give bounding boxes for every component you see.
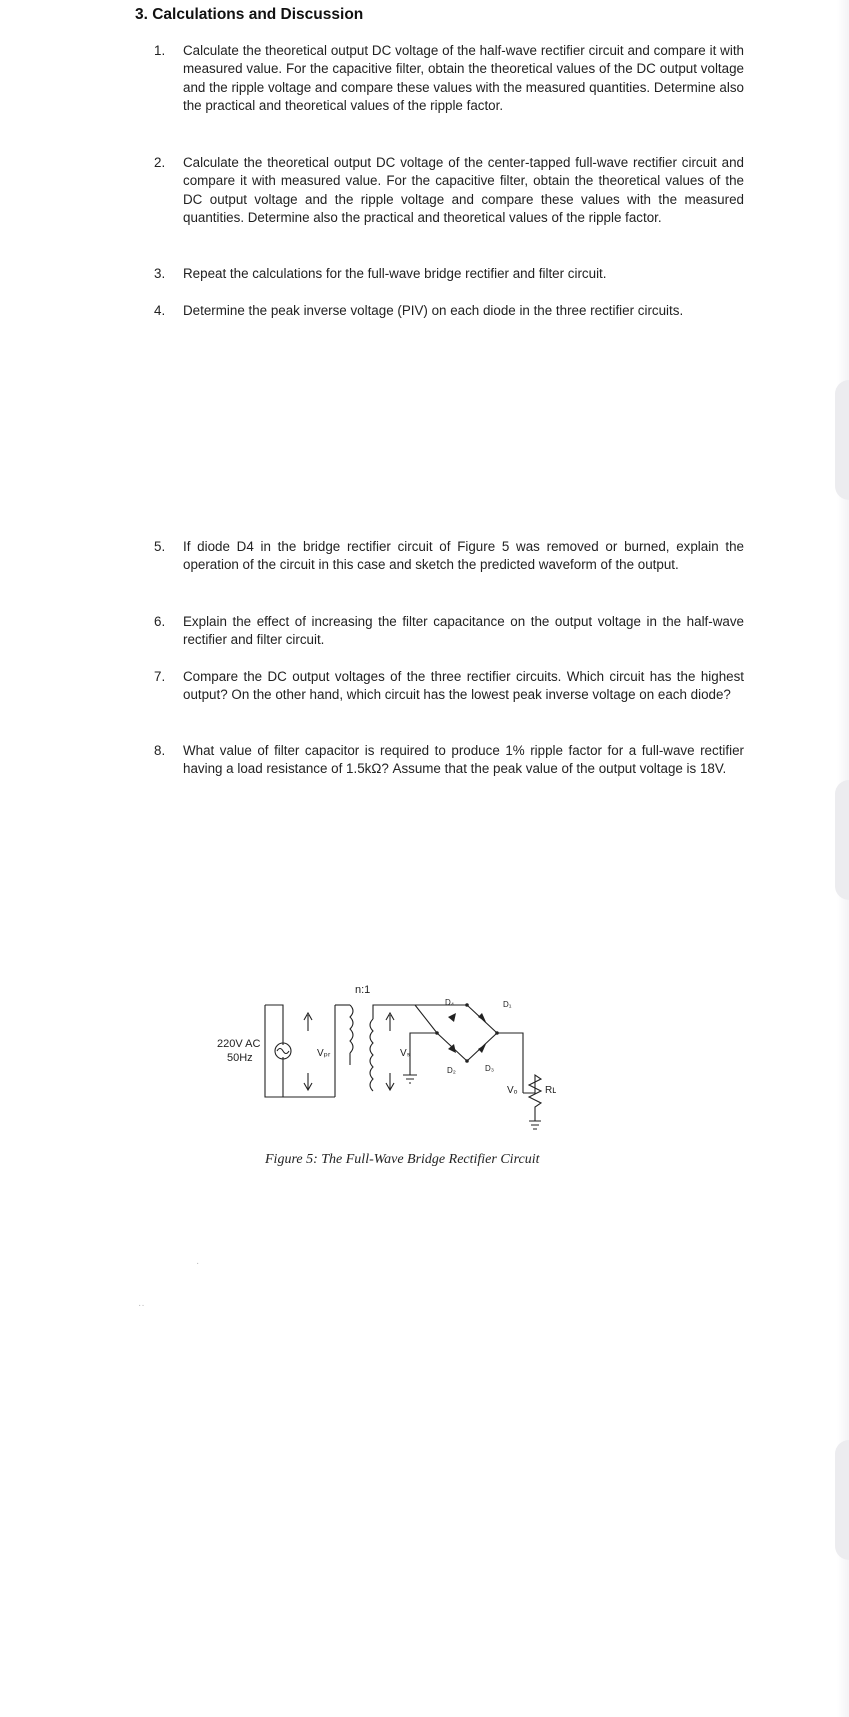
primary-voltage-label: Vₚᵣ bbox=[317, 1048, 331, 1059]
node-dot bbox=[435, 1031, 439, 1035]
ground-icon bbox=[529, 1121, 541, 1129]
primary-wire bbox=[283, 1057, 335, 1097]
diode-d3-icon bbox=[478, 1044, 486, 1053]
output-wire bbox=[497, 1033, 523, 1093]
diode-d1-label: D₁ bbox=[503, 1000, 512, 1009]
diode-d2-label: D₂ bbox=[447, 1066, 456, 1075]
turns-ratio-label: n:1 bbox=[355, 984, 371, 996]
node-dot bbox=[465, 1003, 469, 1007]
scan-speck: ·· bbox=[138, 1300, 145, 1311]
page-edge-curl bbox=[835, 380, 849, 500]
question-number: 3. bbox=[154, 266, 166, 281]
vs-up-arrow bbox=[386, 1013, 394, 1031]
question-number: 6. bbox=[154, 614, 166, 629]
ground-wire bbox=[410, 1033, 437, 1075]
page-edge-curl bbox=[835, 1440, 849, 1560]
vpr-up-arrow bbox=[304, 1013, 312, 1031]
question-text: Repeat the calculations for the full-wave bridge rectifier and filter circuit. bbox=[183, 266, 607, 281]
question-number: 2. bbox=[154, 155, 166, 170]
ground-icon bbox=[403, 1075, 417, 1083]
scan-speck: · bbox=[196, 1258, 200, 1269]
diode-d4-label: D₄ bbox=[445, 998, 455, 1007]
diode-d3-label: D₃ bbox=[485, 1064, 495, 1073]
question-4 bbox=[154, 302, 744, 320]
question-6 bbox=[154, 613, 744, 650]
question-8 bbox=[154, 742, 744, 779]
node-dot bbox=[495, 1031, 499, 1035]
source-voltage-label: 220V AC bbox=[217, 1038, 261, 1050]
diode-d2-icon bbox=[448, 1044, 456, 1053]
question-number: 7. bbox=[154, 669, 166, 684]
question-text: Calculate the theoretical output DC voltage of the half-wave rectifier circuit and compare it with measured value. For the capacitive filter, obtain the theoretical values of the DC output voltage and the ripple voltage and compare these values with the measured quantities. Determine also the practical and theoretical values of the ripple factor. bbox=[183, 43, 744, 113]
wire bbox=[265, 1005, 283, 1097]
figure-caption: Figure 5: The Full-Wave Bridge Rectifier Circuit bbox=[265, 1152, 540, 1167]
primary-coil bbox=[350, 1005, 353, 1053]
load-resistor-label: Rʟ bbox=[545, 1085, 557, 1096]
question-2 bbox=[154, 154, 744, 227]
question-number: 8. bbox=[154, 743, 166, 758]
question-text: If diode D4 in the bridge rectifier circuit of Figure 5 was removed or burned, explain the operation of the circuit in this case and sketch the predicted waveform of the output. bbox=[183, 539, 744, 573]
question-5 bbox=[154, 538, 744, 575]
diode-d1-icon bbox=[478, 1013, 486, 1022]
page-edge-curl bbox=[835, 780, 849, 900]
question-number: 1. bbox=[154, 43, 166, 58]
question-7 bbox=[154, 668, 744, 705]
secondary-voltage-label: Vₛ bbox=[400, 1048, 411, 1059]
diode-d4-icon bbox=[448, 1013, 456, 1022]
question-number: 5. bbox=[154, 539, 166, 554]
source-frequency-label: 50Hz bbox=[227, 1052, 253, 1064]
node-dot bbox=[465, 1059, 469, 1063]
secondary-coil bbox=[370, 1019, 373, 1091]
question-text: Determine the peak inverse voltage (PIV) on each diode in the three rectifier circuits. bbox=[183, 303, 684, 318]
output-voltage-label: Vₒ bbox=[507, 1085, 518, 1096]
section-heading: 3. Calculations and Discussion bbox=[135, 6, 364, 23]
question-number: 4. bbox=[154, 303, 166, 318]
bridge-rectifier-diagram bbox=[205, 975, 645, 1135]
primary-wire bbox=[265, 1005, 283, 1045]
question-text: What value of filter capacitor is required to produce 1% ripple factor for a full-wave rectifier having a load resistance of 1.5kΩ? Assume that the peak value of the output voltage is 18V. bbox=[183, 743, 744, 777]
question-1 bbox=[154, 42, 744, 115]
vpr-down-arrow bbox=[304, 1073, 312, 1090]
secondary-wire bbox=[373, 1005, 415, 1019]
question-3 bbox=[154, 265, 744, 283]
sine-icon bbox=[277, 1049, 289, 1054]
vs-down-arrow bbox=[386, 1073, 394, 1090]
load-resistor bbox=[523, 1075, 541, 1121]
question-text: Explain the effect of increasing the filter capacitance on the output voltage in the half-wave rectifier and filter circuit. bbox=[183, 614, 744, 648]
question-text: Compare the DC output voltages of the three rectifier circuits. Which circuit has the highest output? On the other hand, which circuit has the lowest peak inverse voltage on each diode? bbox=[183, 669, 744, 703]
question-text: Calculate the theoretical output DC voltage of the center-tapped full-wave rectifier circuit and compare it with measured value. For the capacitive filter, obtain the theoretical values of the DC output voltage and the ripple voltage and compare these values with the measured quantities. Determine also the practical and theoretical values of the ripple factor. bbox=[183, 155, 744, 225]
